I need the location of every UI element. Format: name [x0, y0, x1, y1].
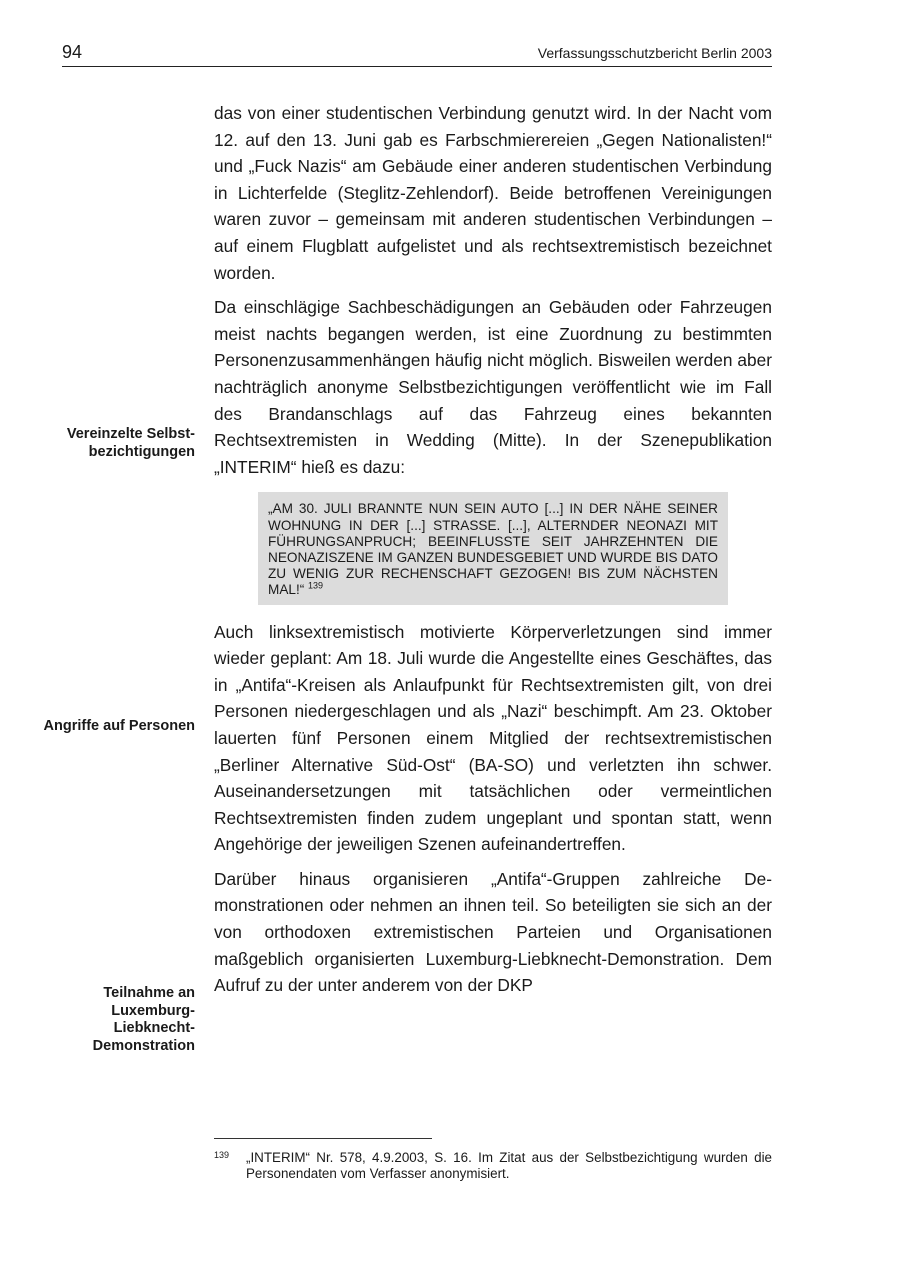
- quote-text: „AM 30. JULI BRANNTE NUN SEIN AUTO [...] IN DER NÄHE SEINER WOHNUNG IN DER [...] STRASSE. [...], ALTERNDER NEONAZI MIT FÜHRUNGSANPRUCH; BEEINFLUSSTE SEIT JAHRZEHNTEN DIE NEONAZISZENE IM GANZEN BUNDESGEBIET UND WURDE BIS DATO ZU WENIG ZUR RECHENSCHAFT GEZOGEN! BIS ZUM NÄCHSTEN MAL!“: [268, 501, 718, 598]
- footnote: [214, 1150, 772, 1182]
- margin-note-selbstbezichtigungen: Vereinzelte Selbst- bezichtigungen: [66, 426, 195, 460]
- margin-note-teilnahme: Teilnahme an Luxemburg- Liebknecht- Demonstration: [92, 985, 195, 1054]
- main-text: [214, 100, 772, 1007]
- footnote-reference: 139: [308, 580, 324, 591]
- paragraph-1: das von einer studentischen Verbindung genutzt wird. In der Nacht vom 12. auf den 13. Juni gab es Farbschmierereien „Gegen Nationalisten!“ und „Fuck Nazis“ am Gebäude einer anderen studentischen Verbindung in Lichterfelde (Steglitz-Zehlendorf). Beide betroffenen Vereinigungen waren zuvor – gemeinsam mit anderen studentischen Verbindungen – auf einem Flugblatt aufgelistet und als rechtsextremistisch bezeichnet worden.: [214, 103, 772, 283]
- footnote-divider: [214, 1138, 432, 1139]
- paragraph-3: Auch linksextremistisch motivierte Körperverletzungen sind immer wieder geplant: Am 18. Juli wurde die Angestellte eines Geschäftes, das in „Antifa“-Kreisen als Anlaufpunkt für Rechtsextremisten gilt, von drei Personen niedergeschlagen und als „Nazi“ beschimpft. Am 23. Oktober lauerten fünf Personen einem Mitglied der rechtsextremistischen „Berliner Alternative Süd-Ost“ (BA-SO) und verletzten ihn schwer. Auseinandersetzungen mit tatsächlichen oder vermeintlichen Rechtsextremisten finden zudem ungeplant und spontan statt, wenn Angehörige der jeweiligen Szenen aufeinandertreffen.: [214, 621, 772, 855]
- page-number: 94: [62, 42, 83, 62]
- paragraph-4: Darüber hinaus organisieren „Antifa“-Gruppen zahlreiche Demonstrationen oder nehmen an ihnen teil. So beteiligten sie sich an der von orthodoxen extremistischen Parteien und Organisationen maßgeblich organisierten Luxemburg-Liebknecht-Demonstration. Dem Aufruf zu der unter anderem von der DKP: [214, 868, 772, 996]
- paragraph-2: Da einschlägige Sachbeschädigungen an Gebäuden oder Fahrzeugen meist nachts begangen werden, ist eine Zuordnung zu bestimmten Personenzusammenhängen häufig nicht möglich. Bisweilen werden aber nachträglich anonyme Selbstbezichtigungen veröffentlicht wie im Fall des Brandanschlags auf das Fahrzeug eines bekannten Rechtsextremisten in Wedding (Mitte). In der Szenepublikation „INTERIM“ hieß es dazu:: [214, 297, 772, 477]
- running-title: Verfassungsschutzbericht Berlin 2003: [537, 45, 772, 61]
- block-quote: [258, 492, 728, 604]
- page-header: [62, 40, 772, 67]
- footnote-number: 139: [214, 1150, 230, 1160]
- margin-note-angriffe: Angriffe auf Personen: [43, 718, 195, 734]
- footnote-text: „INTERIM“ Nr. 578, 4.9.2003, S. 16. Im Zitat aus der Selbstbezichtigung wurden die Personendaten vom Verfasser anonymisiert.: [246, 1150, 772, 1181]
